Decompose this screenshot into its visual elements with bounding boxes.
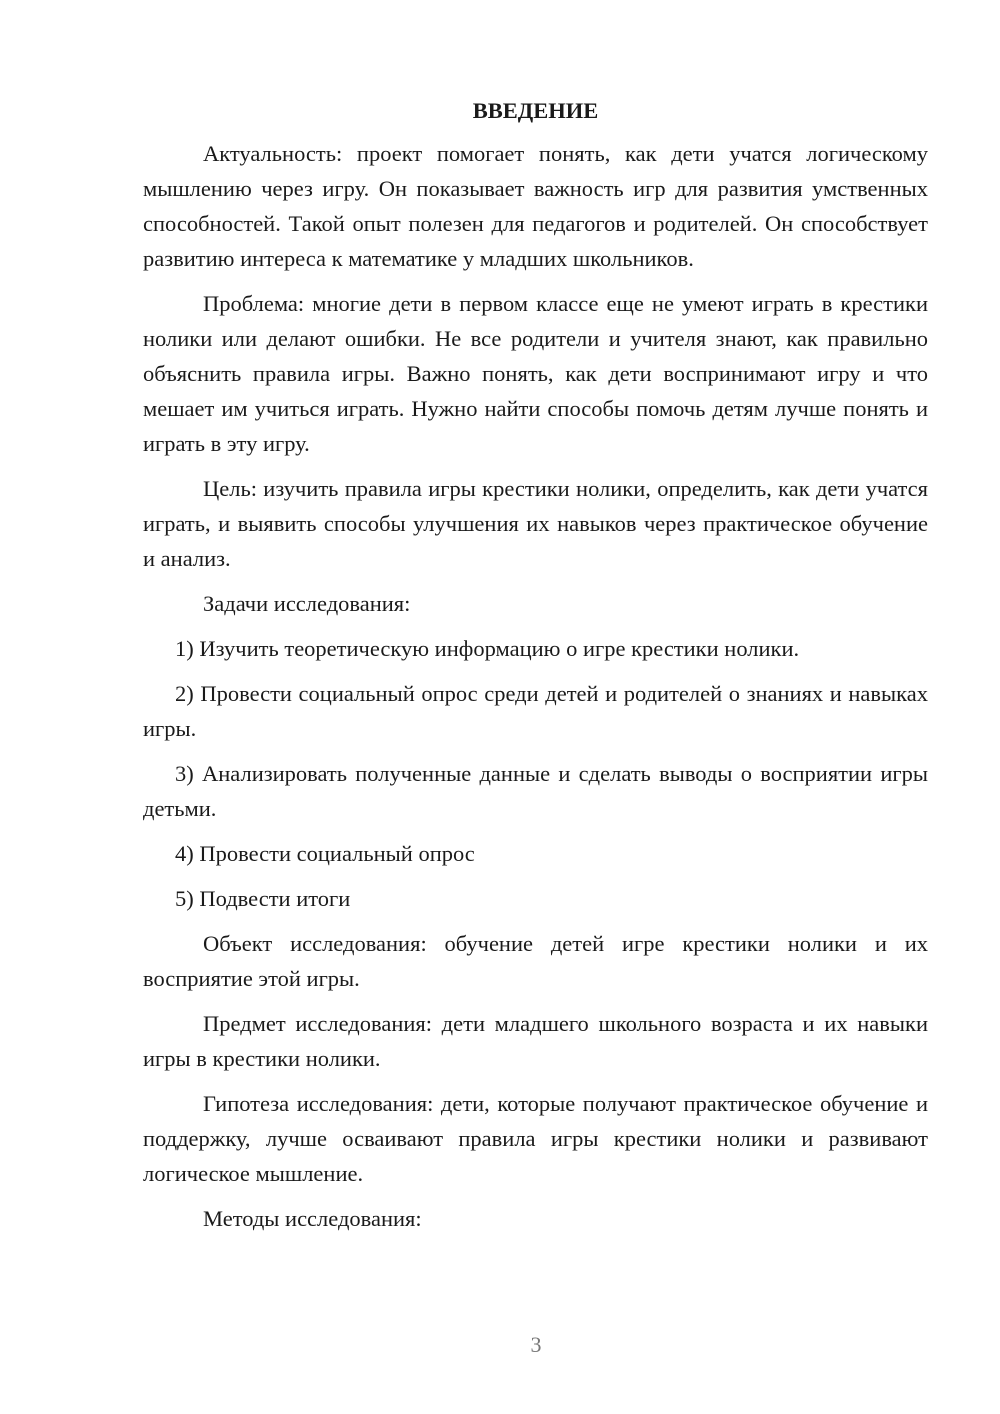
relevance-paragraph: Актуальность: проект помогает понять, как дети учатся логическому мышлению через игру. Он показывает важность игр для развития умственных способностей. Такой опыт полезен для педагогов и родителей. Он способствует развитию интереса к математике у младших школьников. [143, 141, 928, 271]
hypothesis-paragraph: Гипотеза исследования: дети, которые получают практическое обучение и поддержку, лучше осваивают правила игры крестики нолики и развивают логическое мышление. [143, 1091, 928, 1186]
page-number-text: 3 [530, 1332, 542, 1357]
task-item-3: 3) Анализировать полученные данные и сделать выводы о восприятии игры детьми. [143, 761, 928, 821]
document-body [143, 93, 928, 1246]
task-item-5: 5) Подвести итоги [175, 886, 351, 911]
methods-heading: Методы исследования: [203, 1206, 422, 1231]
section-title: ВВЕДЕНИЕ [472, 98, 599, 123]
subject-paragraph: Предмет исследования: дети младшего школьного возраста и их навыки игры в крестики нолики. [143, 1011, 928, 1071]
problem-paragraph: Проблема: многие дети в первом классе еще не умеют играть в крестики нолики или делают ошибки. Не все родители и учителя знают, как правильно объяснить правила игры. Важно понять, как дети воспринимают игру и что мешает им учиться играть. Нужно найти способы помочь детям лучше понять и играть в эту игру. [143, 291, 928, 456]
page-number [36, 1330, 1000, 1360]
task-item-1: 1) Изучить теоретическую информацию о игре крестики нолики. [175, 636, 800, 661]
goal-paragraph: Цель: изучить правила игры крестики нолики, определить, как дети учатся играть, и выявить способы улучшения их навыков через практическое обучение и анализ. [143, 476, 928, 571]
task-item-4: 4) Провести социальный опрос [175, 841, 475, 866]
task-item-2: 2) Провести социальный опрос среди детей и родителей о знаниях и навыках игры. [143, 681, 928, 741]
tasks-heading: Задачи исследования: [203, 591, 411, 616]
object-paragraph: Объект исследования: обучение детей игре крестики нолики и их восприятие этой игры. [143, 931, 928, 991]
